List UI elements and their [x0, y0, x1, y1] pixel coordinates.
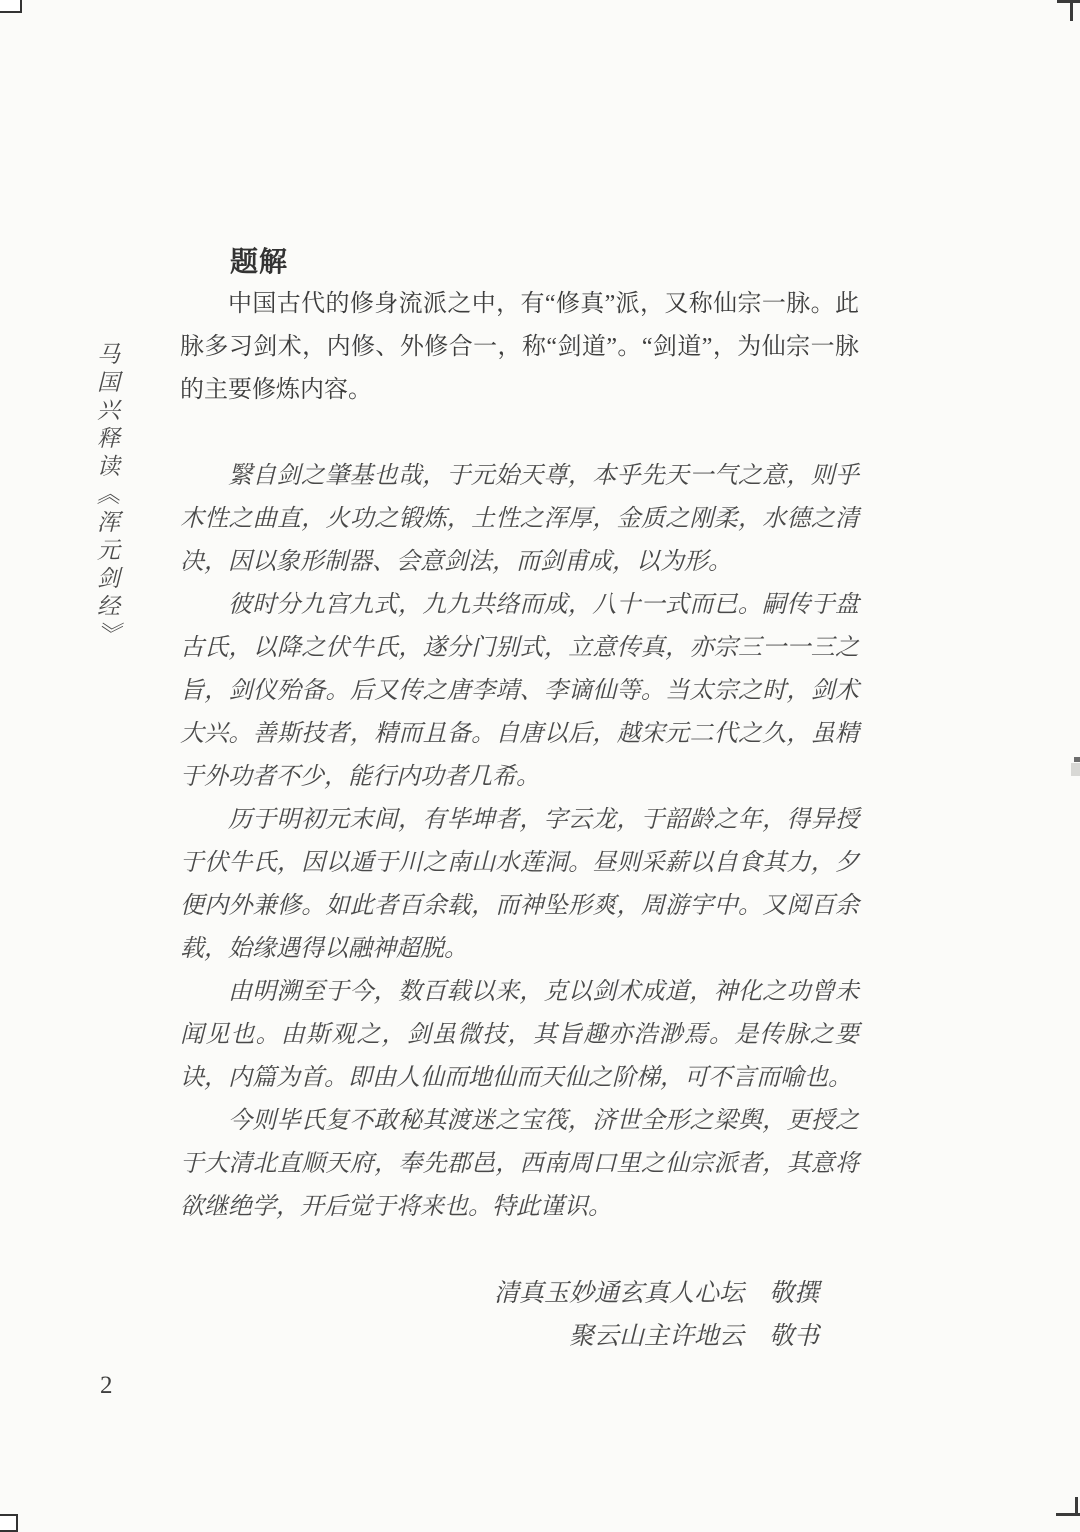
- scan-corner-mark-top-right: [1057, 0, 1080, 3]
- section-heading: 题解: [230, 246, 289, 277]
- quote-paragraph: 由明溯至于今，数百载以来，克以剑术成道，神化之功曾未闻见也。由斯观之，剑虽微技，其旨趣亦浩渺焉。是传脉之要诀，内篇为首。即由人仙而地仙而天仙之阶梯，可不言而喻也。: [180, 979, 859, 1091]
- quote-paragraph: 彼时分九宫九式，九九共络而成，八十一式而已。嗣传于盘古氏，以降之伏牛氏，遂分门别式，立意传真，亦宗三一一三之旨，剑仪殆备。后又传之唐李靖、李谪仙等。当太宗之时，剑术大兴。善斯技者，精而且备。自唐以后，越宋元二代之久，虽精于外功者不少，能行内功者几希。: [180, 592, 859, 790]
- quote-paragraph: 今则毕氏复不敢秘其渡迷之宝筏，济世全形之梁舆，更授之于大清北直顺天府，奉先郡邑，西南周口里之仙宗派者，其意将欲继绝学，开后觉于将来也。特此谨识。: [180, 1108, 859, 1220]
- page-number: 2: [100, 1372, 113, 1399]
- scan-corner-mark-top-right: [1070, 0, 1073, 21]
- scan-edge-smudge: [1074, 757, 1080, 762]
- scan-corner-mark-bottom-right: [1056, 1513, 1080, 1516]
- signature-line-composer: 清真玉妙通玄真人心坛 敬撰: [493, 1280, 819, 1307]
- signature-line-calligrapher: 聚云山主许地云 敬书: [568, 1323, 819, 1350]
- quote-paragraph: 繄自剑之肇基也哉，于元始天尊，本乎先天一气之意，则乎木性之曲直，火功之锻炼，土性之浑厚，金质之刚柔，水德之清决，因以象形制器、会意剑法，而剑甫成，以为形。: [180, 463, 859, 575]
- signature-block: [180, 1272, 859, 1358]
- scan-corner-mark-bottom-left: [0, 1514, 18, 1532]
- intro-paragraph: 中国古代的修身流派之中，有“修真”派，又称仙宗一脉。此脉多习剑术，内修、外修合一，称“剑道”。“剑道”，为仙宗一脉的主要修炼内容。: [180, 291, 859, 403]
- scan-corner-mark-top-left: [0, 0, 22, 13]
- sidebar-book-title: 马国兴释读《浑元剑经》: [94, 342, 119, 650]
- quote-paragraph: 历于明初元末间，有毕坤者，字云龙，于韶龄之年，得异授于伏牛氏，因以遁于川之南山水莲洞。昼则采薪以自食其力，夕便内外兼修。如此者百余载，而神坠形爽，周游宇中。又阅百余载，始缘遇得以融神超脱。: [180, 807, 859, 962]
- page-text-column: [180, 240, 859, 1358]
- scan-edge-smudge: [1071, 763, 1080, 776]
